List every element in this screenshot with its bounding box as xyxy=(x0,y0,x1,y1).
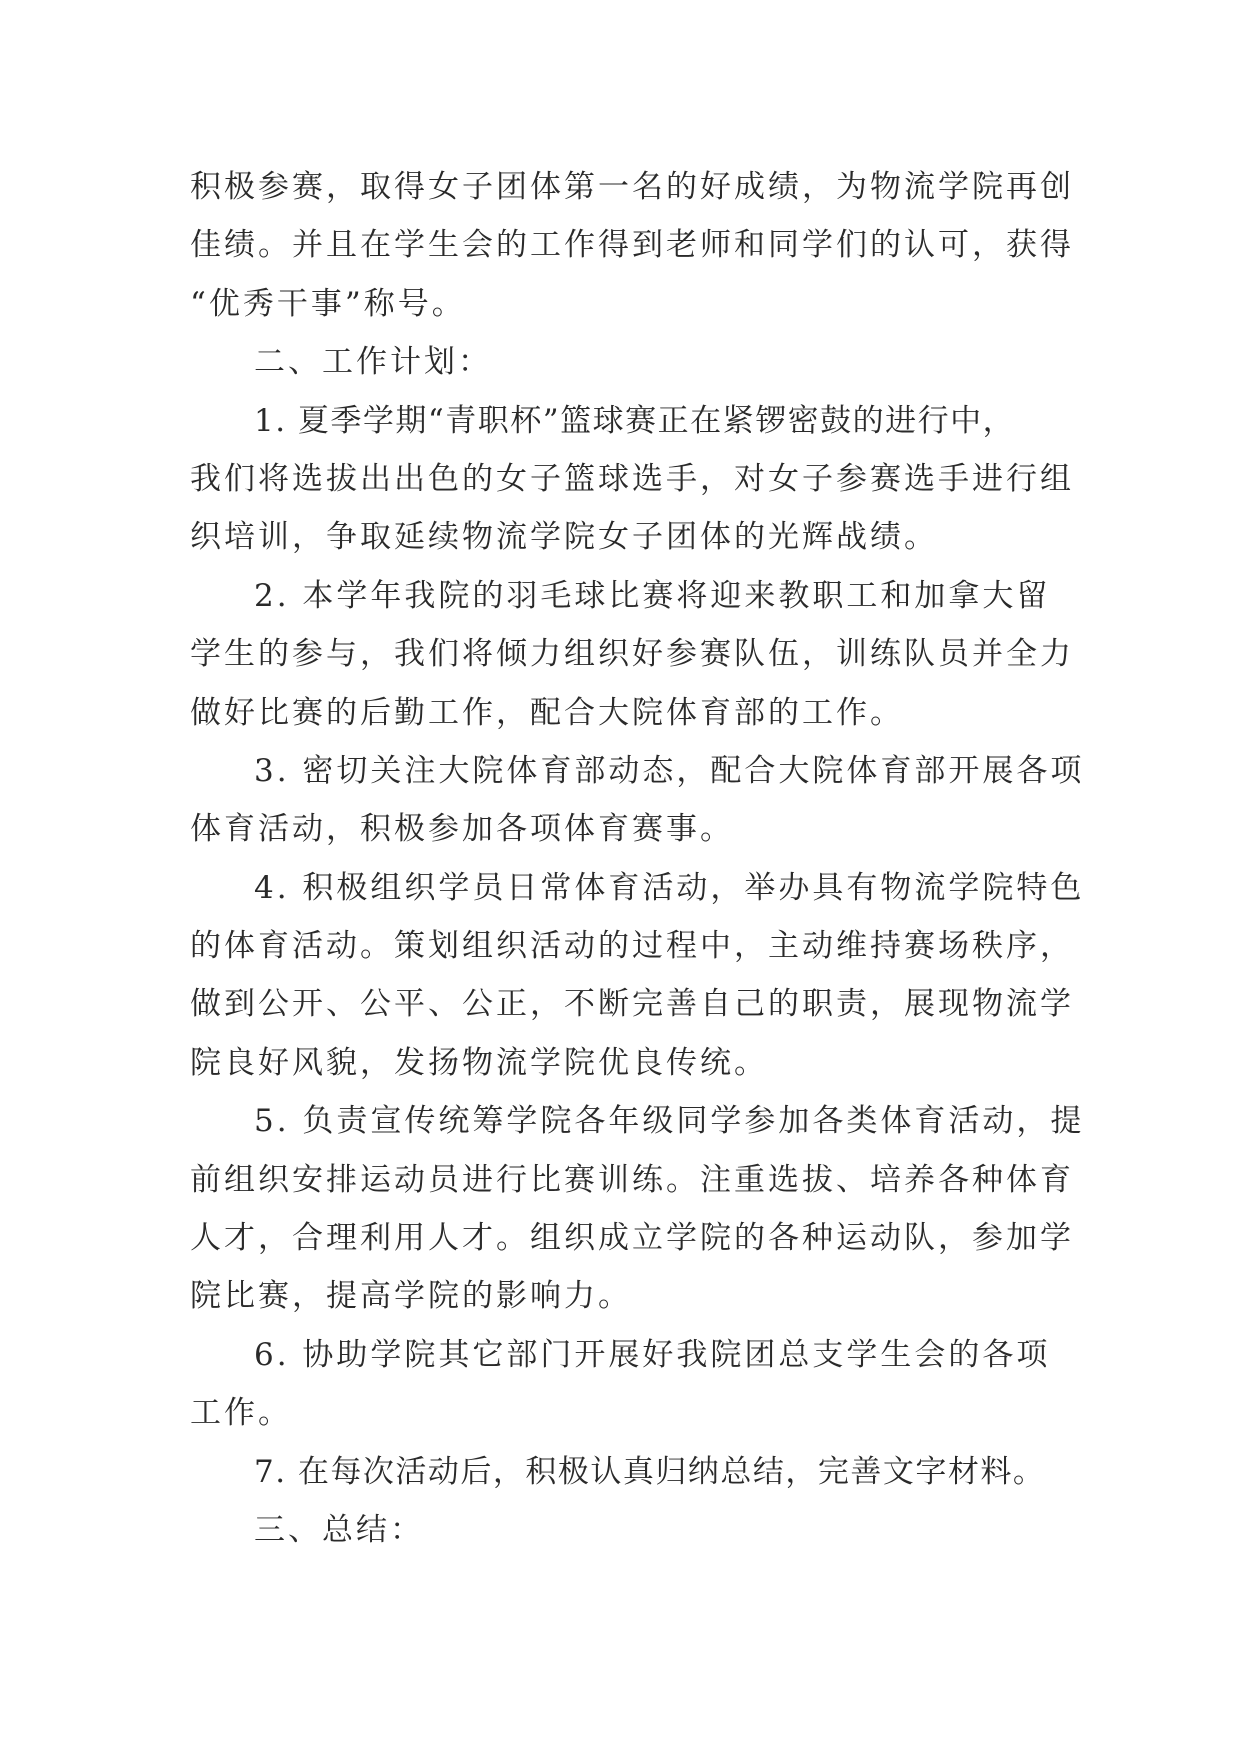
text-line: 工作。 xyxy=(190,1395,292,1432)
text-line: 学生的参与，我们将倾力组织好参赛队伍，训练队员并全力 xyxy=(190,636,1074,673)
text-line: 前组织安排运动员进行比赛训练。注重选拔、培养各种体育 xyxy=(190,1161,1074,1198)
text-line: 佳绩。并且在学生会的工作得到老师和同学们的认可，获得 xyxy=(190,227,1074,264)
list-item-4-start: 4. 积极组织学员日常体育活动，举办具有物流学院特色 xyxy=(254,869,1085,906)
list-item-2-start: 2. 本学年我院的羽毛球比赛将迎来教职工和加拿大留 xyxy=(254,577,1051,614)
text-line: 做到公开、公平、公正，不断完善自己的职责，展现物流学 xyxy=(190,986,1074,1023)
list-item-1-start: 1. 夏季学期“青职杯”篮球赛正在紧锣密鼓的进行中， xyxy=(254,402,1016,439)
list-item-3-start: 3. 密切关注大院体育部动态，配合大院体育部开展各项 xyxy=(254,752,1085,789)
text-line: 我们将选拔出出色的女子篮球选手，对女子参赛选手进行组 xyxy=(190,460,1074,497)
document-body xyxy=(190,158,1085,1559)
text-line: 织培训，争取延续物流学院女子团体的光辉战绩。 xyxy=(190,519,938,556)
text-line: 人才，合理利用人才。组织成立学院的各种运动队，参加学 xyxy=(190,1220,1074,1257)
text-line: 体育活动，积极参加各项体育赛事。 xyxy=(190,811,734,848)
text-line: 院良好风貌，发扬物流学院优良传统。 xyxy=(190,1044,768,1081)
text-line: 做好比赛的后勤工作，配合大院体育部的工作。 xyxy=(190,694,904,731)
list-item-7: 7. 在每次活动后，积极认真归纳总结，完善文字材料。 xyxy=(254,1453,1046,1490)
section-heading: 二、工作计划： xyxy=(254,344,492,381)
text-line: “优秀干事”称号。 xyxy=(190,285,466,322)
section-heading: 三、总结： xyxy=(254,1511,424,1548)
list-item-5-start: 5. 负责宣传统筹学院各年级同学参加各类体育活动，提 xyxy=(254,1103,1085,1140)
text-line: 积极参赛，取得女子团体第一名的好成绩，为物流学院再创 xyxy=(190,169,1074,205)
text-line: 的体育活动。策划组织活动的过程中，主动维持赛场秩序， xyxy=(190,928,1074,965)
text-line: 院比赛，提高学院的影响力。 xyxy=(190,1278,632,1315)
list-item-6-start: 6. 协助学院其它部门开展好我院团总支学生会的各项 xyxy=(254,1336,1051,1373)
